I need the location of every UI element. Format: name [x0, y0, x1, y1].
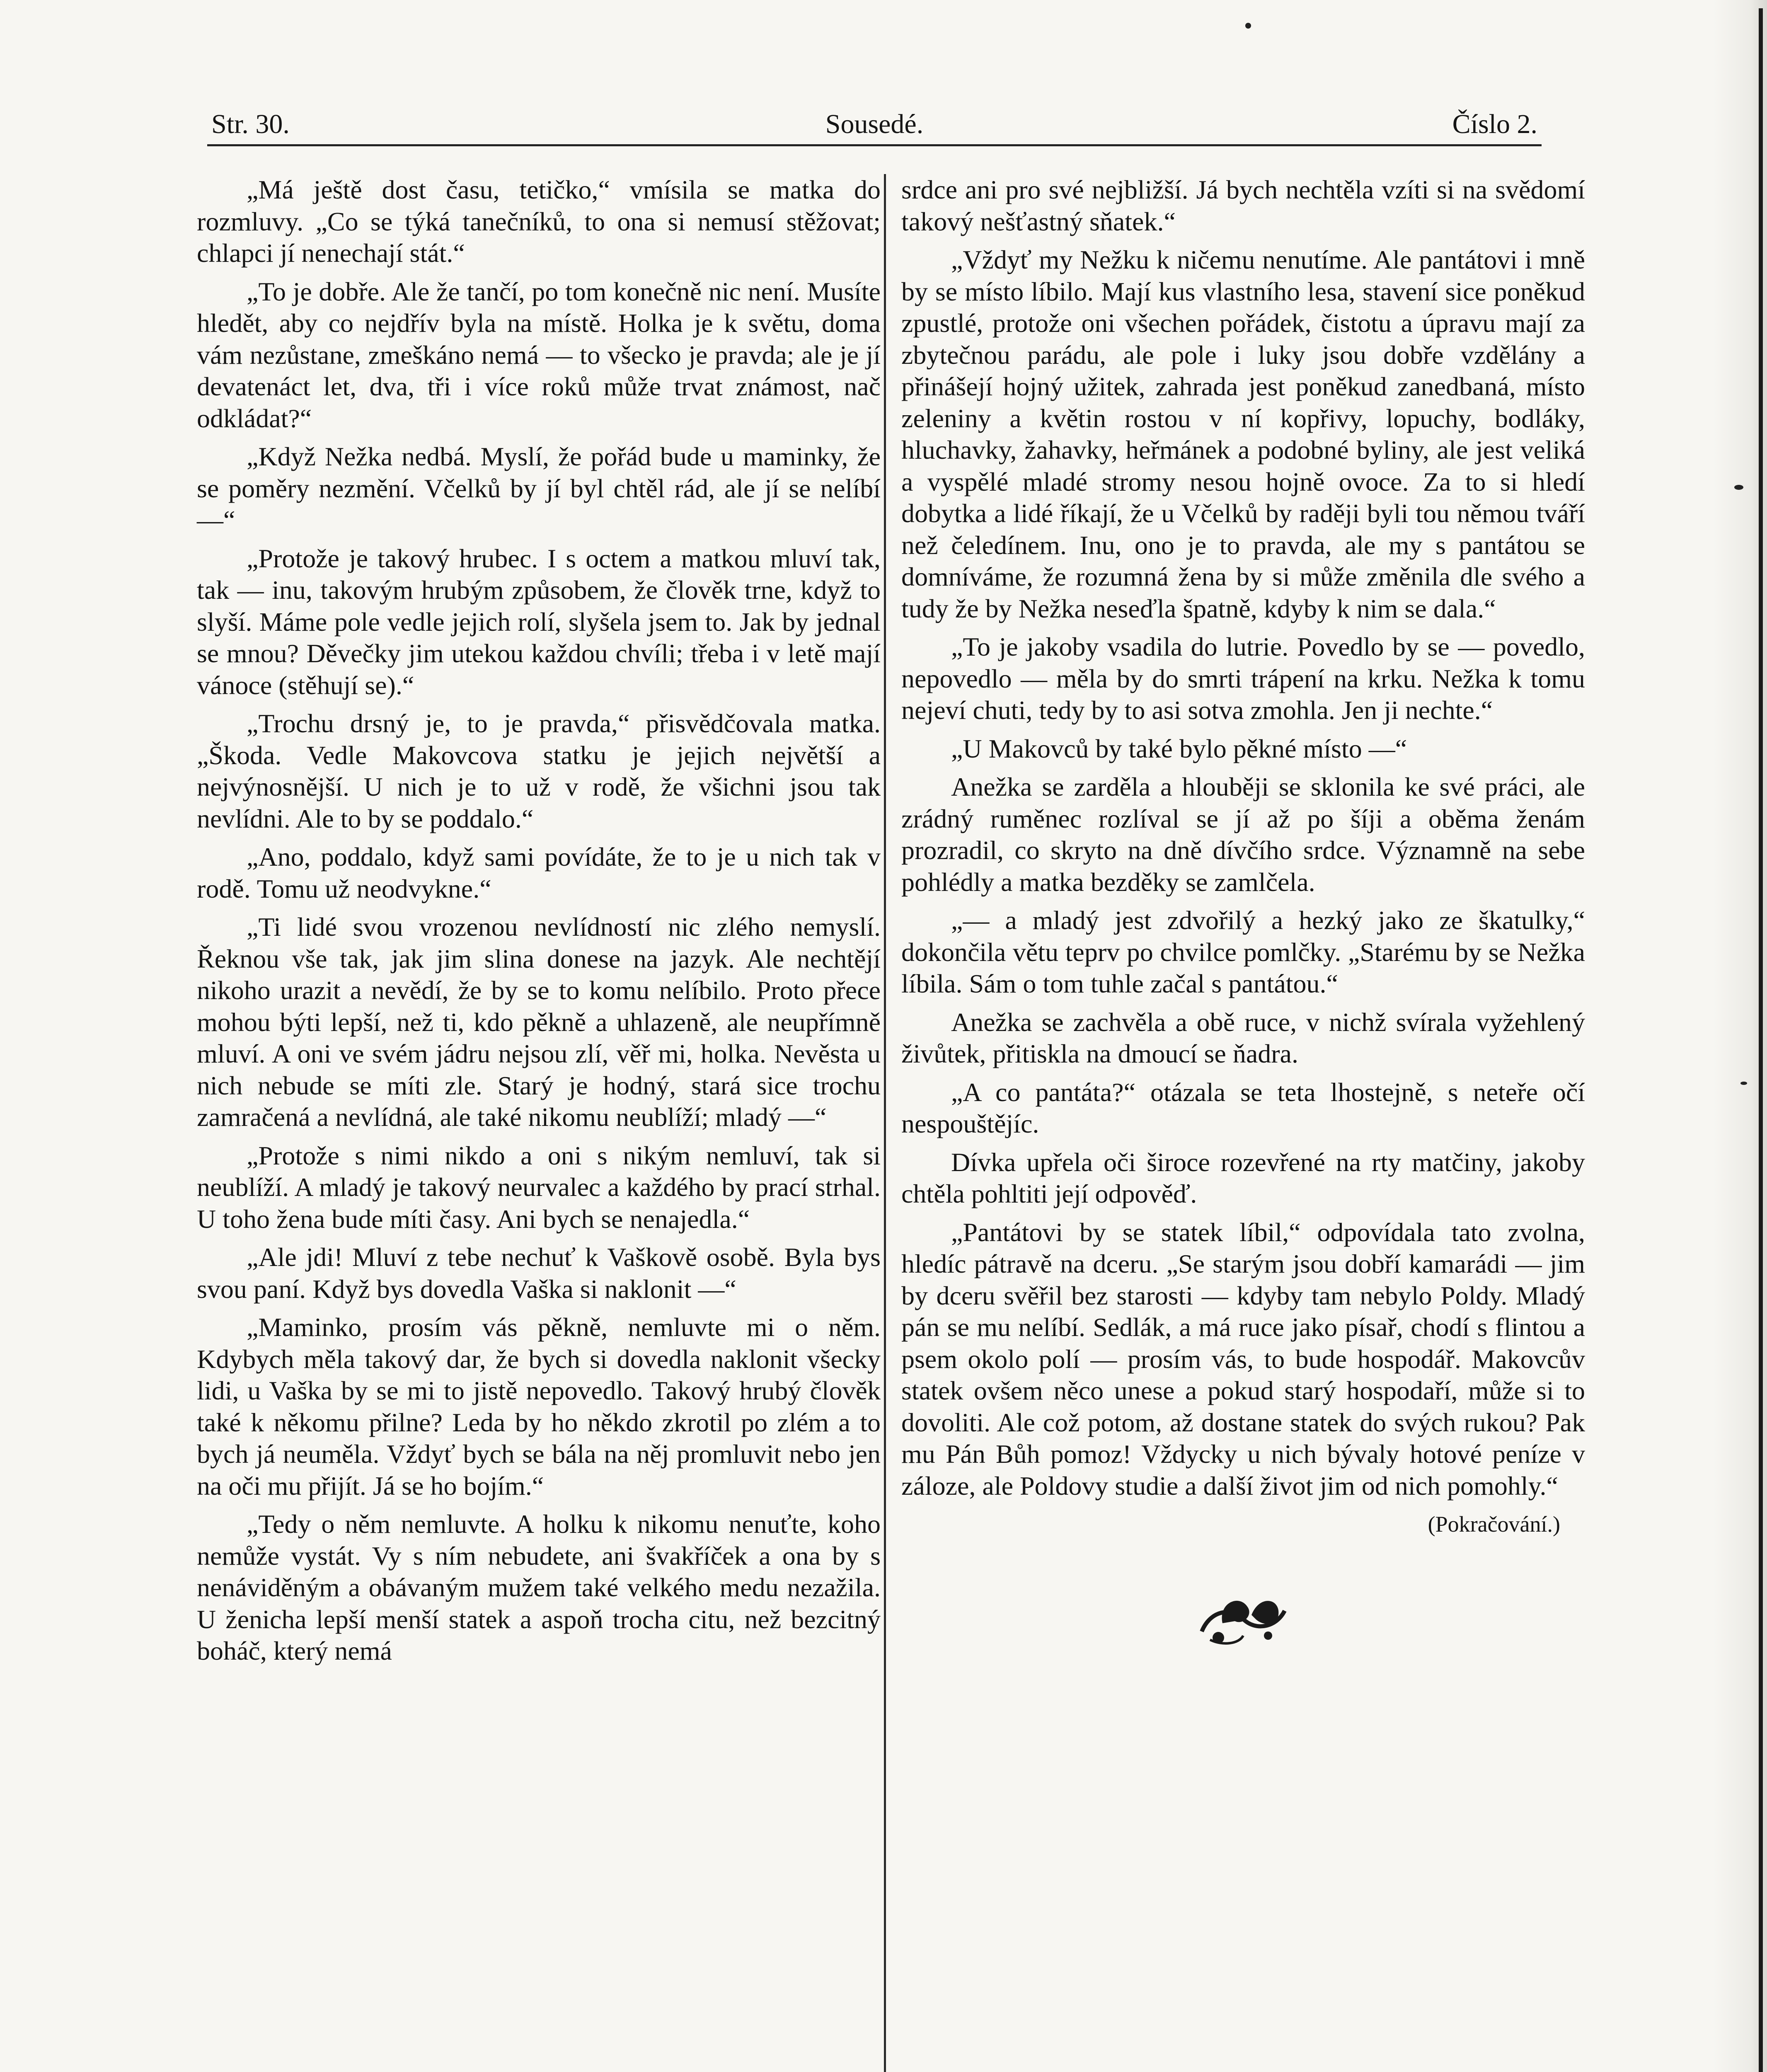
paragraph: Anežka se zarděla a hlouběji se sklonila ke své práci, ale zrádný ruměnec rozlíval se jí až po šíji a oběma ženám prozradil, co skryto na dně dívčího srdce. Významně na sebe pohlédly a matka bezděky se zamlčela. [901, 772, 1585, 897]
paragraph: „Protože je takový hrubec. I s octem a matkou mluví tak, tak — inu, takovým hrubým způsobem, že člověk trne, když to slyší. Máme pole vedle jejich rolí, slyšela jsem to. Jak by jednal se mnou? Děvečky jim utekou každou chvíli; třeba i v letě mají vánoce (stěhují se).“ [197, 543, 881, 700]
paragraph: Dívka upřela oči široce rozevřené na rty matčiny, jakoby chtěla pohltiti její odpověď. [901, 1147, 1585, 1208]
right-column [901, 174, 1585, 1648]
paragraph: „Ale jdi! Mluví z tebe nechuť k Vaškově osobě. Byla bys svou paní. Když bys dovedla Vaška si naklonit —“ [197, 1242, 881, 1304]
paragraph: Anežka se zachvěla a obě ruce, v nichž svírala vyžehlený živůtek, přitiskla na dmoucí se ňadra. [901, 1007, 1585, 1068]
page-number: Str. 30. [211, 109, 290, 139]
paragraph: „Ano, poddalo, když sami povídáte, že to je u nich tak v rodě. Tomu už neodvykne.“ [197, 842, 881, 903]
paragraph: „To je jakoby vsadila do lutrie. Povedlo by se — povedlo, nepovedlo — měla by do smrti trápení na krku. Nežka k tomu nejeví chuti, tedy by to asi sotva zmohla. Jen ji nechte.“ [901, 632, 1585, 725]
paragraph: „Pantátovi by se statek líbil,“ odpovídala tato zvolna, hledíc pátravě na dceru. „Se starým jsou dobří kamarádi — jim by dceru svěřil bez starosti — kdyby tam nebylo Poldy. Mladý pán se mu nelíbí. Sedlák, a má ruce jako písař, chodí s flintou a psem okolo polí — prosím vás, to bude hospodář. Makovcův statek ovšem něco unese a pokud starý hospodaří, může si to dovoliti. Ale což potom, až dostane statek do svých rukou? Pak mu Pán Bůh pomoz! Vždycky u nich bývaly hotové peníze v záloze, ale Poldovy studie a další život jim od nich pomohly.“ [901, 1217, 1585, 1501]
continuation-note: (Pokračování.) [1428, 1512, 1560, 1537]
paragraph: „Ti lidé svou vrozenou nevlídností nic zlého nemyslí. Řeknou vše tak, jak jim slina donese na jazyk. Ale nechtějí nikoho urazit a nevědí, že by se to komu nelíbilo. Proto přece mohou býti lepší, než ti, kdo pěkně a uhlazeně, ale neupřímně mluví. A oni ve svém jádru nejsou zlí, věř mi, holka. Nevěsta u nich nebude se míti zle. Starý je hodný, stará sice trochu zamračená a nevlídná, ale také nikomu neublíží; mladý —“ [197, 912, 881, 1132]
paragraph: „To je dobře. Ale že tančí, po tom konečně nic není. Musíte hledět, aby co nejdřív byla na místě. Holka je k světu, doma vám nezůstane, zmeškáno nemá — to všecko je pravda; ale je jí devatenáct let, dva, tři i více roků může trvat známost, nač odkládat?“ [197, 276, 881, 433]
header-rule [207, 144, 1542, 146]
scan-edge-line [1759, 8, 1763, 2072]
paragraph: „Má ještě dost času, tetičko,“ vmísila se matka do rozmluvy. „Co se týká tanečníků, to ona si nemusí stěžovat; chlapci jí nenechají stát.“ [197, 175, 881, 268]
publication-title: Sousedé. [825, 109, 924, 139]
scan-speck [1734, 485, 1743, 490]
floral-ornament-icon [1193, 1586, 1293, 1648]
paragraph: „Maminko, prosím vás pěkně, nemluvte mi o něm. Kdybych měla takový dar, že bych si dovedla naklonit všecky lidi, u Vaška by se mi to jistě nepovedlo. Takový hrubý člověk také k někomu přilne? Leda by ho někdo zkrotil po zlém a to bych já neuměla. Vždyť bych se bála na něj promluvit nebo jen na oči mu přijít. Já se ho bojím.“ [197, 1312, 881, 1501]
paragraph: „A co pantáta?“ otázala se teta lhostejně, s neteře očí nespouštějíc. [901, 1077, 1585, 1138]
issue-number: Číslo 2. [1452, 109, 1537, 139]
paragraph: „Protože s nimi nikdo a oni s nikým nemluví, tak si neublíží. A mladý je takový neurvalec a každého by prací strhal. U toho žena bude míti časy. Ani bych se nenajedla.“ [197, 1140, 881, 1234]
paragraph: „— a mladý jest zdvořilý a hezký jako ze škatulky,“ dokončila větu teprv po chvilce pomlčky. „Starému by se Nežka líbila. Sám o tom tuhle začal s pantátou.“ [901, 905, 1585, 998]
left-column [197, 174, 881, 1674]
page-header [211, 104, 1537, 145]
paragraph: „Když Nežka nedbá. Myslí, že pořád bude u maminky, že se poměry nezmění. Včelků by jí byl chtěl rád, ale jí se nelíbí —“ [197, 442, 881, 535]
scan-speck [1245, 23, 1251, 29]
column-divider [884, 174, 886, 2072]
paragraph: „Vždyť my Nežku k ničemu nenutíme. Ale pantátovi i mně by se místo líbilo. Mají kus vlastního lesa, stavení sice poněkud zpustlé, protože oni všechen pořádek, čistotu a úpravu mají za zbytečnou parádu, ale pole i luky jsou dobře vzdělány a přinášejí hojný užitek, zahrada jest poněkud zanedbaná, místo zeleniny a květin rostou v ní kopřivy, lopuchy, bodláky, hluchavky, žahavky, heřmánek a podobné byliny, ale jest veliká a vyspělé mladé stromy nesou hojně ovoce. Za to si hledí dobytka a lidé říkají, že u Včelků by raději byli tou němou tváří než čeledínem. Inu, ono je to pravda, ale my s pantátou se domníváme, že rozumná žena by si může změnila dle svého a tudy že by Nežka neseďla špatně, kdyby k nim se dala.“ [901, 245, 1585, 623]
scan-speck [1740, 1082, 1747, 1085]
paragraph: „U Makovců by také bylo pěkné místo —“ [951, 733, 1407, 763]
paragraph: „Tedy o něm nemluvte. A holku k nikomu nenuťte, koho nemůže vystát. Vy s ním nebudete, ani švakříček a ona by s nenáviděným a obávaným mužem také velkého medu nezažila. U ženicha lepší menší statek a aspoň trocha citu, než bezcitný boháč, který nemá [197, 1509, 881, 1665]
paragraph: srdce ani pro své nejbližší. Já bych nechtěla vzíti si na svědomí takový nešťastný sňatek.“ [901, 175, 1585, 236]
paragraph: „Trochu drsný je, to je pravda,“ přisvědčovala matka. „Škoda. Vedle Makovcova statku je jejich největší a nejvýnosnější. U nich je to už v rodě, že všichni jsou tak nevlídni. Ale to by se poddalo.“ [197, 709, 881, 833]
